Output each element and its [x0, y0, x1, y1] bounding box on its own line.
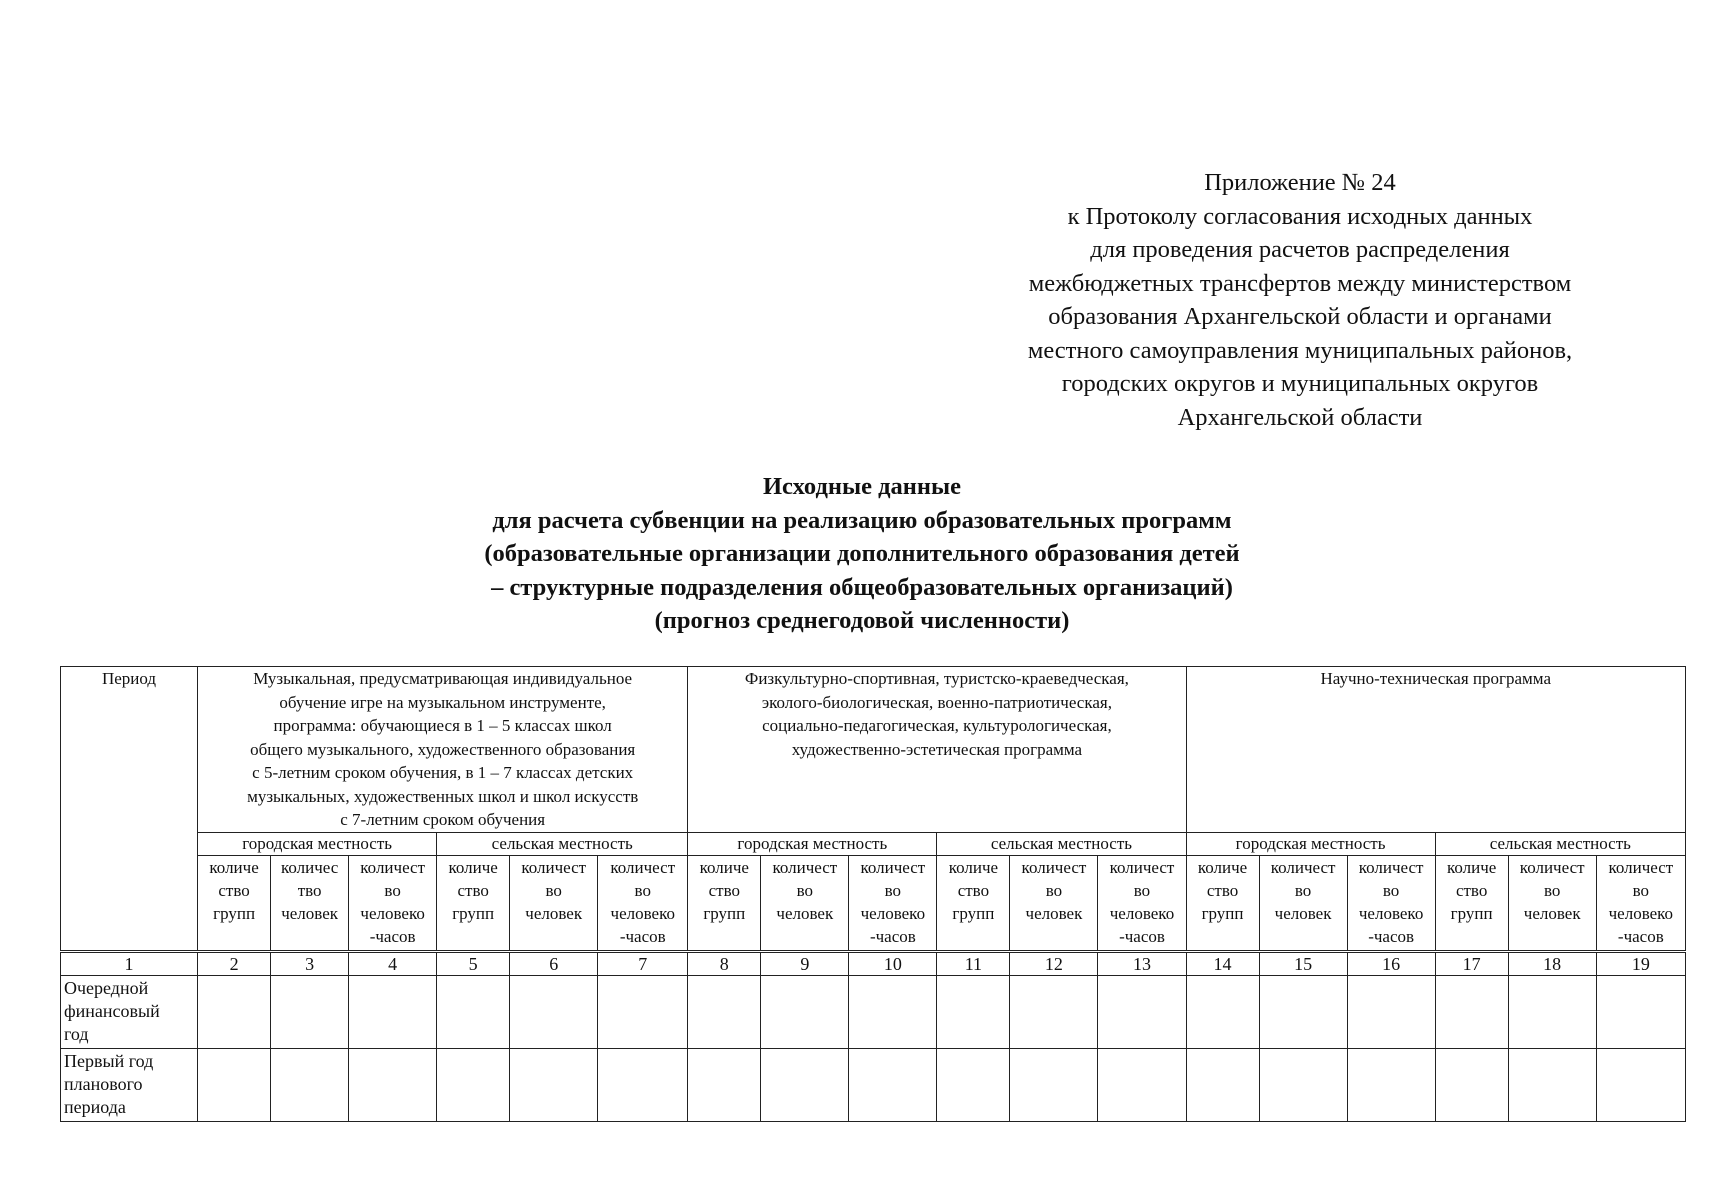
- empty-cell: [198, 1048, 271, 1121]
- column-number: 7: [598, 951, 688, 975]
- empty-cell: [937, 975, 1010, 1048]
- metric-line: человек: [776, 903, 834, 923]
- column-number: 3: [271, 951, 349, 975]
- metric-line: количе: [1446, 857, 1497, 877]
- group-header-line: Музыкальная, предусматривающая индивидуальное: [253, 669, 633, 688]
- metric-hours: [349, 855, 437, 951]
- empty-cell: [198, 975, 271, 1048]
- metric-line: ство: [1206, 880, 1239, 900]
- metric-line: количест: [1270, 857, 1336, 877]
- appendix-line: образования Архангельской области и органами: [1048, 303, 1552, 330]
- metric-line: во: [634, 880, 651, 900]
- metric-line: количест: [860, 857, 926, 877]
- metric-line: количе: [209, 857, 259, 877]
- column-number: 16: [1347, 951, 1435, 975]
- group-header-line: программа: обучающиеся в 1 – 5 классах школ: [273, 716, 612, 735]
- empty-cell: [598, 1048, 688, 1121]
- row-label: [61, 1048, 198, 1121]
- group-header-line: художественно-эстетическая программа: [791, 739, 1083, 759]
- appendix-header: [940, 166, 1660, 434]
- metric-line: количе: [948, 857, 999, 877]
- empty-cell: [598, 975, 688, 1048]
- locality-urban: городская местность: [688, 832, 937, 855]
- column-number: 19: [1596, 951, 1685, 975]
- empty-cell: [271, 975, 349, 1048]
- metric-line: человеко: [860, 903, 926, 923]
- table-row: [61, 975, 1686, 1048]
- empty-cell: [1010, 1048, 1098, 1121]
- empty-cell: [437, 1048, 510, 1121]
- metric-line: групп: [452, 903, 495, 923]
- appendix-line: межбюджетных трансфертов между министерством: [1028, 269, 1572, 297]
- column-number: 12: [1010, 951, 1098, 975]
- title-line: для расчета субвенции на реализацию образовательных программ: [492, 506, 1232, 534]
- empty-cell: [1347, 975, 1435, 1048]
- metric-line: человек: [1274, 903, 1332, 923]
- metric-line: ство: [218, 880, 250, 900]
- empty-cell: [937, 1048, 1010, 1121]
- metric-groups: [198, 855, 271, 951]
- locality-urban: городская местность: [198, 832, 437, 855]
- metric-people: [761, 855, 849, 951]
- metric-line: во: [796, 880, 814, 900]
- metric-line: во: [1045, 880, 1063, 900]
- column-number: 10: [849, 951, 937, 975]
- metric-line: -часов: [869, 926, 916, 946]
- empty-cell: [1435, 975, 1508, 1048]
- group-header-line: социально-педагогическая, культурологическая,: [762, 716, 1112, 735]
- metric-line: ство: [457, 880, 489, 900]
- empty-cell: [688, 975, 761, 1048]
- table-row: [61, 1048, 1686, 1121]
- metric-line: человек: [525, 903, 583, 923]
- column-number: 1: [61, 951, 198, 975]
- metric-line: -часов: [369, 926, 416, 946]
- metric-line: во: [884, 880, 902, 900]
- empty-cell: [761, 975, 849, 1048]
- title-line: Исходные данные: [763, 473, 961, 500]
- column-number: 17: [1435, 951, 1508, 975]
- metric-line: человеко: [1358, 903, 1424, 923]
- row-label: [61, 975, 198, 1048]
- empty-cell: [510, 1048, 598, 1121]
- metric-line: человек: [1025, 903, 1083, 923]
- metric-line: ство: [1455, 880, 1488, 900]
- row-label-line: Первый год: [64, 1050, 154, 1071]
- metric-groups: [1186, 855, 1259, 951]
- metric-line: человеко: [1109, 903, 1175, 923]
- metric-line: во: [1632, 880, 1650, 900]
- appendix-line: городских округов и муниципальных округов: [1061, 370, 1539, 397]
- metric-people: [1010, 855, 1098, 951]
- metric-line: ство: [708, 880, 740, 900]
- metric-line: групп: [1450, 903, 1493, 923]
- title-line: – структурные подразделения общеобразовательных организаций): [491, 573, 1233, 601]
- metric-line: -часов: [619, 926, 666, 946]
- metric-hours: [1098, 855, 1186, 951]
- column-number: 15: [1259, 951, 1347, 975]
- appendix-line: для проведения расчетов распределения: [1090, 236, 1510, 263]
- empty-cell: [1347, 1048, 1435, 1121]
- empty-cell: [1098, 1048, 1186, 1121]
- metric-people: [1259, 855, 1347, 951]
- empty-cell: [849, 1048, 937, 1121]
- metric-line: во: [545, 880, 562, 900]
- empty-cell: [761, 1048, 849, 1121]
- metric-groups: [437, 855, 510, 951]
- locality-rural: сельская местность: [1435, 832, 1685, 855]
- group-header-music: [198, 667, 688, 833]
- empty-cell: [1259, 975, 1347, 1048]
- group-header-line: обучение игре на музыкальном инструменте,: [279, 692, 606, 712]
- metric-line: во: [1133, 880, 1151, 900]
- metric-line: человек: [1523, 903, 1581, 923]
- metric-line: групп: [703, 903, 746, 923]
- empty-cell: [1596, 1048, 1685, 1121]
- locality-rural: сельская местность: [937, 832, 1186, 855]
- group-header-line: общего музыкального, художественного образования: [250, 739, 636, 759]
- empty-cell: [688, 1048, 761, 1121]
- metric-people: [271, 855, 349, 951]
- empty-cell: [1508, 1048, 1596, 1121]
- metric-line: количест: [1021, 857, 1087, 877]
- metric-line: тво: [297, 880, 322, 900]
- metric-line: групп: [952, 903, 995, 923]
- metric-people: [510, 855, 598, 951]
- empty-cell: [1435, 1048, 1508, 1121]
- column-number: 5: [437, 951, 510, 975]
- metric-line: -часов: [1368, 926, 1415, 946]
- row-label-line: финансовый: [64, 1000, 160, 1021]
- metric-line: ство: [957, 880, 990, 900]
- metric-line: во: [1543, 880, 1561, 900]
- metric-line: количес: [280, 857, 339, 877]
- appendix-line: Приложение № 24: [1204, 169, 1396, 196]
- empty-cell: [271, 1048, 349, 1121]
- metric-line: количест: [521, 857, 587, 877]
- title-line: (образовательные организации дополнительного образования детей: [484, 540, 1240, 567]
- column-number: 13: [1098, 951, 1186, 975]
- metric-line: количест: [1608, 857, 1674, 877]
- group-header-line: с 5-летним сроком обучения, в 1 – 7 классах детских: [252, 763, 634, 782]
- metric-line: человеко: [1608, 903, 1674, 923]
- metric-line: количест: [1109, 857, 1175, 877]
- metric-line: -часов: [1617, 926, 1664, 946]
- column-number: 11: [937, 951, 1010, 975]
- column-number: 18: [1508, 951, 1596, 975]
- metric-line: количе: [699, 857, 749, 877]
- row-label-line: планового: [64, 1073, 143, 1094]
- locality-urban: городская местность: [1186, 832, 1435, 855]
- group-header-line: эколого-биологическая, военно-патриотическая,: [761, 692, 1112, 712]
- title-line: (прогноз среднегодовой численности): [654, 607, 1070, 634]
- metric-line: во: [384, 880, 401, 900]
- metric-groups: [937, 855, 1010, 951]
- row-label-line: год: [64, 1023, 89, 1044]
- metric-people: [1508, 855, 1596, 951]
- row-label-line: Очередной: [64, 977, 149, 998]
- metric-line: количе: [1197, 857, 1248, 877]
- metric-line: во: [1294, 880, 1312, 900]
- metric-line: количест: [360, 857, 426, 877]
- group-header-sport: [688, 667, 1186, 833]
- metric-line: человек: [281, 903, 339, 923]
- empty-cell: [1186, 975, 1259, 1048]
- empty-cell: [349, 1048, 437, 1121]
- column-number: 6: [510, 951, 598, 975]
- row-label-line: периода: [64, 1096, 126, 1117]
- metric-hours: [598, 855, 688, 951]
- appendix-line: к Протоколу согласования исходных данных: [1067, 202, 1533, 230]
- group-header-technical: [1186, 667, 1685, 833]
- empty-cell: [1508, 975, 1596, 1048]
- metric-line: человеко: [610, 903, 675, 923]
- metric-groups: [1435, 855, 1508, 951]
- metric-line: количест: [772, 857, 838, 877]
- column-number: 2: [198, 951, 271, 975]
- metric-line: групп: [213, 903, 256, 923]
- metric-groups: [688, 855, 761, 951]
- empty-cell: [1010, 975, 1098, 1048]
- locality-rural: сельская местность: [437, 832, 688, 855]
- period-header: Период: [61, 667, 198, 952]
- column-number: 8: [688, 951, 761, 975]
- metric-hours: [1596, 855, 1685, 951]
- empty-cell: [1259, 1048, 1347, 1121]
- metric-line: количе: [448, 857, 498, 877]
- group-header-line: Научно-техническая программа: [1320, 669, 1551, 688]
- metric-hours: [849, 855, 937, 951]
- empty-cell: [1596, 975, 1685, 1048]
- metric-line: количест: [610, 857, 676, 877]
- group-header-line: музыкальных, художественных школ и школ искусств: [247, 786, 639, 806]
- empty-cell: [1186, 1048, 1259, 1121]
- empty-cell: [849, 975, 937, 1048]
- empty-cell: [349, 975, 437, 1048]
- appendix-line: местного самоуправления муниципальных районов,: [1027, 336, 1573, 364]
- metric-hours: [1347, 855, 1435, 951]
- data-table: [60, 666, 1686, 1122]
- metric-line: групп: [1201, 903, 1244, 923]
- metric-line: человеко: [360, 903, 425, 923]
- metric-line: -часов: [1119, 926, 1165, 946]
- empty-cell: [510, 975, 598, 1048]
- metric-line: во: [1382, 880, 1400, 900]
- empty-cell: [1098, 975, 1186, 1048]
- empty-cell: [437, 975, 510, 1048]
- appendix-line: Архангельской области: [1177, 403, 1423, 431]
- metric-line: количест: [1358, 857, 1424, 877]
- column-number: 14: [1186, 951, 1259, 975]
- metric-line: количест: [1519, 857, 1585, 877]
- document-title: [312, 470, 1412, 638]
- group-header-line: с 7-летним сроком обучения: [340, 810, 546, 829]
- column-number: 9: [761, 951, 849, 975]
- column-number: 4: [349, 951, 437, 975]
- group-header-line: Физкультурно-спортивная, туристско-краеведческая,: [744, 669, 1129, 688]
